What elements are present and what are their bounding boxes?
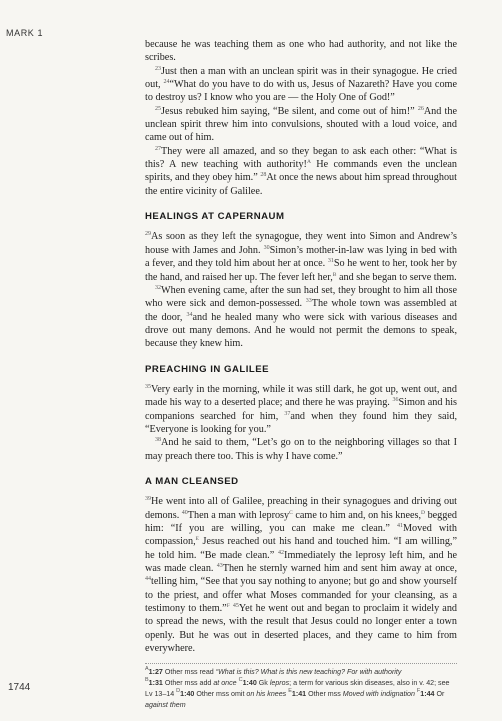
verse-number: 37 bbox=[284, 410, 291, 417]
verse-paragraph bbox=[145, 284, 457, 351]
footnote-variant-text: against them bbox=[145, 701, 186, 710]
footnote-marker: E bbox=[195, 536, 200, 543]
verse-number: 31 bbox=[327, 258, 334, 265]
page-number: 1744 bbox=[8, 682, 31, 693]
text-run: Other mss omit bbox=[194, 690, 247, 699]
footnote-reference: 1:27 bbox=[148, 668, 163, 677]
text-run: He commands even the unclean spirits, and they obey him.” bbox=[145, 159, 457, 184]
text-run: Simon and his companions searched for him, bbox=[145, 397, 457, 422]
verse-number: 41 bbox=[396, 523, 403, 529]
text-run: and when they found him they said, “Everyone is looking for you.” bbox=[145, 410, 457, 435]
footnote-marker: C bbox=[238, 677, 243, 684]
text-run: begged him: “If you are willing, you can make me clean.” bbox=[145, 509, 457, 534]
section-heading: PREACHING IN GALILEE bbox=[145, 363, 270, 375]
verse-number: 33 bbox=[305, 298, 312, 305]
running-head: MARK 1 bbox=[6, 28, 44, 38]
text-run: They were all amazed, and so they began to ask each other: “What is this? A new teaching with authority! bbox=[145, 145, 457, 171]
footnote-marker: A bbox=[306, 159, 311, 166]
body-text bbox=[145, 38, 457, 655]
footnote-reference: 1:40 bbox=[242, 679, 257, 688]
text-run: Then he sternly warned him and sent him away at once, bbox=[222, 563, 457, 575]
scripture-column bbox=[145, 38, 457, 711]
text-run: So he went to her, took her by the hand, and raised her up. The fever left her, bbox=[145, 258, 457, 283]
footnote-marker: D bbox=[176, 688, 181, 695]
text-run: Jesus reached out his hand and touched him. “I am willing,” he told him. “Be made clean.” bbox=[145, 536, 457, 561]
text-run: and she began to serve them. bbox=[336, 271, 457, 283]
verse-paragraph bbox=[145, 495, 457, 655]
text-run: As soon as they left the synagogue, they went into Simon and Andrew’s house with James and John. bbox=[145, 231, 457, 256]
verse-number: 26 bbox=[417, 105, 424, 112]
footnote-marker: F bbox=[416, 688, 421, 695]
verse-paragraph bbox=[145, 65, 457, 105]
verse-number: 23 bbox=[155, 65, 161, 72]
footnote-marker: A bbox=[145, 666, 149, 673]
footnote-marker: B bbox=[332, 271, 337, 278]
text-run: and he healed many who were sick with various diseases and drove out many demons. And he would not permit the demons to speak, because they knew him. bbox=[145, 311, 457, 350]
verse-paragraph bbox=[145, 383, 457, 436]
verse-paragraph bbox=[145, 145, 457, 198]
verse-paragraph bbox=[145, 230, 457, 283]
footnote-line bbox=[145, 678, 457, 711]
footnote-variant-text: at once bbox=[213, 679, 237, 688]
footnote-variant-text: “What is this? What is this new teaching? For with authority bbox=[215, 668, 402, 677]
verse-number: 39 bbox=[145, 496, 151, 503]
verse-number: 27 bbox=[155, 145, 161, 152]
text-run: Immediately the leprosy left him, and he was made clean. bbox=[145, 549, 457, 575]
verse-number: 38 bbox=[155, 437, 161, 444]
footnote-line bbox=[145, 667, 457, 678]
footnote-variant-text: lepros bbox=[269, 679, 290, 688]
footnote-marker: E bbox=[288, 688, 292, 695]
footnote-variant-text: on his knees bbox=[246, 690, 287, 699]
footnote-marker: B bbox=[145, 677, 149, 684]
text-run: Or bbox=[434, 690, 445, 699]
footnote-variant-text: Moved with indignation bbox=[342, 690, 415, 699]
footnote-reference: 1:41 bbox=[291, 690, 307, 699]
footnotes bbox=[145, 667, 457, 711]
verse-number: 25 bbox=[155, 105, 161, 112]
text-run: Simon’s mother-in-law was lying in bed with a fever, and they told him about her at once. bbox=[145, 244, 457, 270]
text-run: Just then a man with an unclean spirit was in their synagogue. He cried out, bbox=[145, 65, 457, 91]
footnote-reference: 1:40 bbox=[180, 690, 195, 699]
verse-paragraph bbox=[145, 38, 457, 65]
text-run: telling him, “See that you say nothing to anyone; but go and show yourself to the priest, and offer what Moses commanded for your cleansing, as a testimony to them.” bbox=[145, 576, 457, 615]
verse-number: 35 bbox=[145, 383, 151, 390]
verse-number: 43 bbox=[216, 563, 223, 570]
text-run: Jesus rebuked him saying, “Be silent, and come out of him!” bbox=[161, 105, 418, 117]
text-run: When evening came, after the sun had set, they brought to him all those who were sick and demon-possessed. bbox=[145, 284, 457, 310]
text-run: The whole town was assembled at the door, bbox=[145, 298, 457, 323]
text-run: Then a man with leprosy bbox=[187, 509, 290, 521]
footnote-divider bbox=[145, 663, 457, 664]
text-run: “What do you have to do with us, Jesus of Nazareth? Have you come to destroy us? I know who you are — the Holy One of God!” bbox=[145, 79, 457, 104]
verse-number: 29 bbox=[145, 231, 151, 238]
text-run: Yet he went out and began to proclaim it widely and to spread the news, with the result that Jesus could no longer enter a town openly. But he was out in deserted places, and they came to him from everywhere. bbox=[145, 603, 458, 655]
text-run: Other mss read bbox=[162, 668, 216, 677]
section-heading: HEALINGS AT CAPERNAUM bbox=[145, 211, 285, 223]
verse-number: 30 bbox=[263, 244, 270, 251]
verse-number: 34 bbox=[186, 311, 193, 318]
verse-number: 40 bbox=[181, 509, 188, 516]
text-run: And he said to them, “Let’s go on to the neighboring villages so that I may preach there too. This is why I have come.” bbox=[145, 437, 457, 462]
footnote-marker: F bbox=[226, 603, 230, 610]
footnote-marker: C bbox=[289, 509, 293, 516]
text-run: came to him and, on his knees, bbox=[292, 509, 422, 521]
text-run: Other mss add bbox=[162, 679, 214, 688]
verse-number: 28 bbox=[260, 172, 267, 179]
footnote-marker: D bbox=[421, 509, 426, 516]
text-run: Gk bbox=[256, 679, 270, 688]
text-run: Moved with compassion, bbox=[145, 523, 457, 548]
verse-number: 42 bbox=[278, 549, 285, 556]
text-run: At once the news about him spread throughout the entire vicinity of Galilee. bbox=[145, 172, 457, 197]
text-run: Very early in the morning, while it was still dark, he got up, went out, and made his way to a deserted place; and there he was praying. bbox=[145, 383, 457, 409]
footnote-reference: 1:31 bbox=[148, 679, 163, 688]
footnote-reference: 1:44 bbox=[420, 690, 435, 699]
text-run: He went into all of Galilee, preaching in their synagogues and driving out demons. bbox=[145, 496, 457, 521]
text-run: ; a term for various skin diseases, also in v. 42; see Lv 13–14 bbox=[145, 679, 450, 699]
text-run: Other mss bbox=[306, 690, 343, 699]
text-run: because he was teaching them as one who had authority, and not like the scribes. bbox=[145, 39, 457, 64]
verse-number: 32 bbox=[155, 284, 161, 291]
verse-paragraph bbox=[145, 105, 457, 145]
verse-number: 24 bbox=[163, 79, 170, 86]
verse-paragraph bbox=[145, 436, 457, 463]
text-run: And the unclean spirit threw him into convulsions, shouted with a loud voice, and came out of him. bbox=[145, 105, 457, 144]
verse-number: 45 bbox=[232, 603, 239, 610]
section-heading: A MAN CLEANSED bbox=[145, 475, 239, 487]
verse-number: 36 bbox=[392, 397, 399, 404]
verse-number: 44 bbox=[145, 576, 151, 583]
